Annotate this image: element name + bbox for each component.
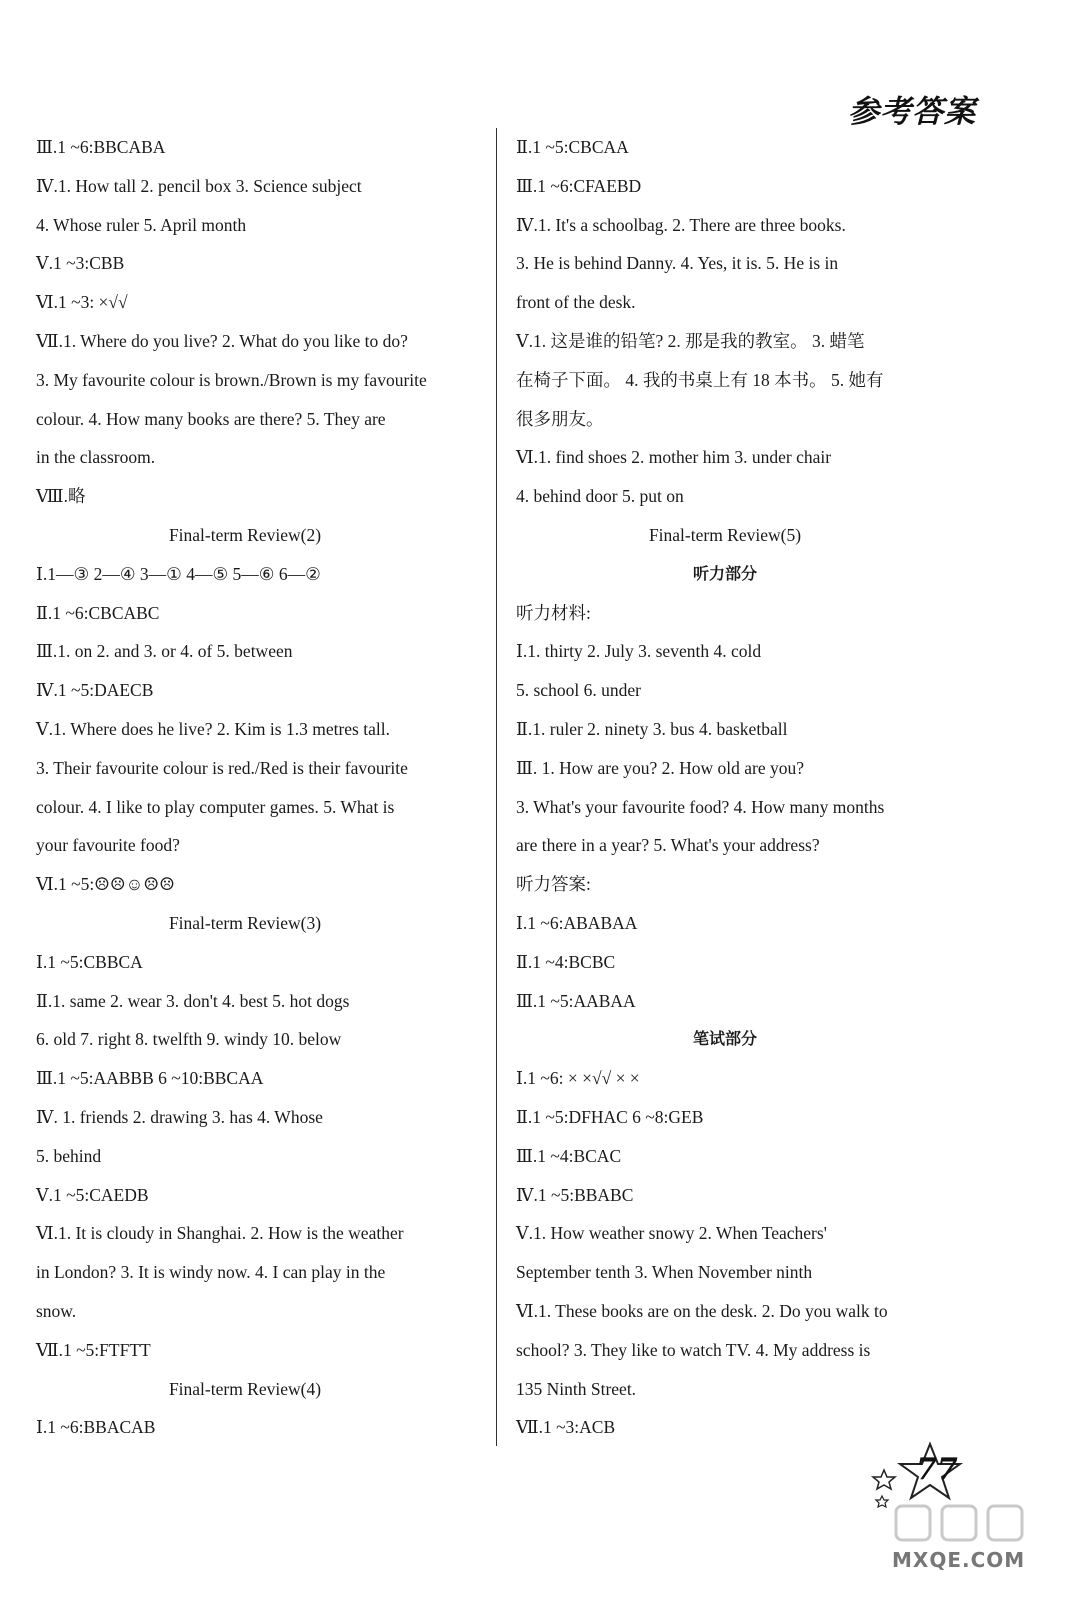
answer-line: Ⅰ.1. thirty 2. July 3. seventh 4. cold — [516, 641, 762, 662]
answer-line: 3. What's your favourite food? 4. How many months — [516, 796, 885, 817]
page-header-title: 参考答案 — [848, 94, 976, 130]
answer-line: 听力材料: — [516, 602, 591, 623]
answer-line: Ⅴ.1 ~5:CAEDB — [36, 1184, 149, 1205]
answer-line: school? 3. They like to watch TV. 4. My address is — [516, 1339, 871, 1360]
answer-line: Ⅱ.1 ~6:CBCABC — [36, 602, 160, 623]
answer-line: Ⅲ.1 ~6:BBCABA — [36, 137, 166, 157]
answer-line: Ⅴ.1 ~3:CBB — [36, 253, 125, 274]
answer-line: Ⅵ.1. It is cloudy in Shanghai. 2. How is the weather — [36, 1223, 404, 1244]
answer-line: in the classroom. — [36, 447, 156, 468]
answer-line: 3. Their favourite colour is red./Red is their favourite — [36, 757, 408, 778]
subsection-heading: 听力部分 — [692, 563, 757, 583]
answer-line: 在椅子下面。 4. 我的书桌上有 18 本书。 5. 她有 — [516, 369, 884, 390]
answer-line: Ⅰ.1 ~6: × ×√√ × × — [516, 1068, 640, 1089]
watermark-text: MXQE.COM — [892, 1548, 1026, 1572]
answer-line: Ⅲ.1. on 2. and 3. or 4. of 5. between — [36, 641, 293, 662]
answer-line: Ⅲ.1 ~5:AABAA — [516, 990, 636, 1011]
answer-line: Ⅰ.1—③ 2—④ 3—① 4—⑤ 5—⑥ 6—② — [36, 563, 321, 584]
answer-line: Ⅱ.1. ruler 2. ninety 3. bus 4. basketball — [516, 718, 788, 739]
page-number: 77 — [916, 1452, 958, 1487]
answer-line: Ⅳ.1 ~5:DAECB — [36, 680, 154, 701]
answer-line: Ⅵ.1. These books are on the desk. 2. Do you walk to — [516, 1300, 888, 1321]
answer-line: snow. — [36, 1300, 77, 1321]
face-answer-line: Ⅵ.1 ~5:☹☹☺☹☹ — [36, 874, 175, 895]
answer-line: 6. old 7. right 8. twelfth 9. windy 10. below — [36, 1029, 342, 1050]
answer-line: 5. behind — [36, 1145, 102, 1166]
answer-line: Ⅴ.1. 这是谁的铅笔? 2. 那是我的教室。 3. 蜡笔 — [516, 330, 865, 351]
answer-line: Ⅳ.1. How tall 2. pencil box 3. Science subject — [36, 175, 362, 196]
answer-line: Ⅰ.1 ~6:ABABAA — [516, 912, 638, 933]
answer-line: are there in a year? 5. What's your address? — [516, 835, 820, 856]
answer-line: front of the desk. — [516, 292, 636, 313]
answer-line: your favourite food? — [36, 835, 180, 856]
answer-line: 135 Ninth Street. — [516, 1378, 637, 1399]
section-heading: Final-term Review(2) — [168, 524, 322, 545]
left-column — [36, 128, 482, 1447]
answer-line: Ⅱ.1 ~4:BCBC — [516, 951, 616, 972]
answer-line: September tenth 3. When November ninth — [516, 1262, 813, 1283]
answer-line: 5. school 6. under — [516, 680, 641, 701]
answer-line: 听力答案: — [516, 874, 591, 895]
answer-line: Ⅴ.1. Where does he live? 2. Kim is 1.3 metres tall. — [36, 718, 390, 739]
answer-line: Ⅲ.1 ~5:AABBB 6 ~10:BBCAA — [36, 1068, 264, 1089]
right-column — [516, 128, 962, 1447]
answer-line: 3. My favourite colour is brown./Brown is my favourite — [36, 369, 427, 390]
answer-line: 4. behind door 5. put on — [516, 486, 684, 507]
answer-line: Ⅰ.1 ~5:CBBCA — [36, 951, 143, 972]
answer-line: Ⅷ.略 — [36, 486, 86, 507]
answer-line: Ⅲ.1 ~6:CFAEBD — [516, 175, 642, 196]
answer-line: Ⅶ.1 ~5:FTFTT — [36, 1339, 151, 1360]
answer-line: Ⅱ.1 ~5:DFHAC 6 ~8:GEB — [516, 1106, 704, 1127]
answer-line: colour. 4. How many books are there? 5. They are — [36, 408, 386, 429]
section-heading: Final-term Review(3) — [168, 912, 322, 933]
answer-line: Ⅱ.1. same 2. wear 3. don't 4. best 5. hot dogs — [36, 990, 350, 1011]
answer-line: Ⅱ.1 ~5:CBCAA — [516, 137, 629, 157]
answer-line: Ⅳ. 1. friends 2. drawing 3. has 4. Whose — [36, 1106, 323, 1127]
answer-line: Ⅴ.1. How weather snowy 2. When Teachers' — [516, 1223, 827, 1244]
answer-line: Ⅳ.1. It's a schoolbag. 2. There are three books. — [516, 214, 846, 235]
answer-line: in London? 3. It is windy now. 4. I can play in the — [36, 1262, 386, 1283]
subsection-heading: 笔试部分 — [692, 1029, 757, 1049]
answer-line: 3. He is behind Danny. 4. Yes, it is. 5. He is in — [516, 253, 839, 274]
answer-line: Ⅲ.1 ~4:BCAC — [516, 1145, 622, 1166]
section-heading: Final-term Review(4) — [168, 1378, 322, 1399]
answer-line: Ⅶ.1. Where do you live? 2. What do you like to do? — [36, 330, 408, 351]
answer-line: 4. Whose ruler 5. April month — [36, 214, 247, 235]
answer-line: Ⅵ.1. find shoes 2. mother him 3. under chair — [516, 447, 832, 468]
column-divider — [496, 128, 497, 1446]
answer-line: Ⅰ.1 ~6:BBACAB — [36, 1417, 156, 1438]
answer-line: Ⅶ.1 ~3:ACB — [516, 1417, 616, 1438]
answer-line: 很多朋友。 — [516, 408, 604, 429]
answer-line: Ⅵ.1 ~3: ×√√ — [36, 292, 128, 313]
answer-line: colour. 4. I like to play computer games. 5. What is — [36, 796, 395, 817]
answer-line: Ⅳ.1 ~5:BBABC — [516, 1184, 634, 1205]
answer-line: Ⅲ. 1. How are you? 2. How old are you? — [516, 757, 805, 778]
section-heading: Final-term Review(5) — [648, 524, 802, 545]
